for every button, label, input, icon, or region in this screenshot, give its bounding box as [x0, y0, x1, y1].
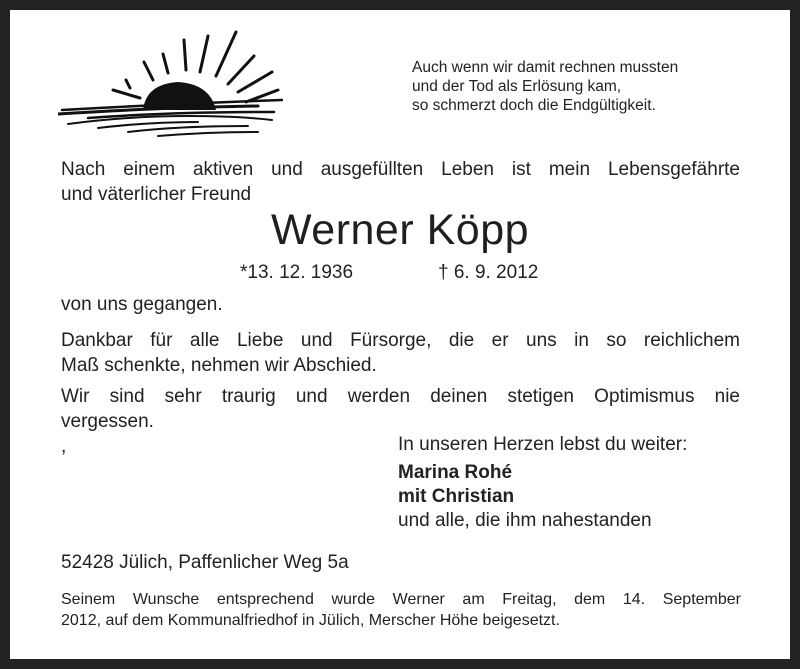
mourner-name: mit Christian	[398, 486, 515, 507]
sad-line: vergessen.	[61, 411, 154, 432]
burial-line: Seinem Wunsche entsprechend wurde Werner am Freitag, dem 14. September	[61, 591, 741, 608]
deceased-name: Werner Köpp	[270, 206, 530, 254]
address: 52428 Jülich, Paffenlicher Weg 5a	[61, 552, 349, 573]
sad-line: Wir sind sehr traurig und werden deinen stetigen Optimismus nie	[61, 386, 740, 407]
burial-line: 2012, auf dem Kommunalfriedhof in Jülich, Merscher Höhe beigesetzt.	[61, 612, 560, 629]
intro-line: und väterlicher Freund	[61, 184, 252, 205]
poem-line: so schmerzt doch die Endgültigkeit.	[412, 97, 656, 114]
mourner-name: Marina Rohé	[398, 462, 513, 483]
death-date: † 6. 9. 2012	[438, 262, 539, 283]
departed-text: von uns gegangen.	[61, 294, 223, 315]
poem-line: und der Tod als Erlösung kam,	[412, 78, 622, 95]
mourners-others: und alle, die ihm nahestanden	[398, 510, 652, 531]
thanks-line: Maß schenkte, nehmen wir Abschied.	[61, 355, 377, 376]
stray-comma: ,	[61, 436, 67, 457]
setting-sun-icon	[58, 28, 283, 140]
burial-note	[61, 589, 741, 631]
intro-line: Nach einem aktiven und ausgefüllten Leben ist mein Lebensgefährte	[61, 159, 740, 180]
poem-line: Auch wenn wir damit rechnen mussten	[412, 59, 679, 76]
birth-date: *13. 12. 1936	[240, 262, 354, 283]
thanks-line: Dankbar für alle Liebe und Fürsorge, die er uns in so reichlichem	[61, 330, 740, 351]
heart-line: In unseren Herzen lebst du weiter:	[398, 434, 688, 455]
poem-quote	[412, 58, 678, 115]
